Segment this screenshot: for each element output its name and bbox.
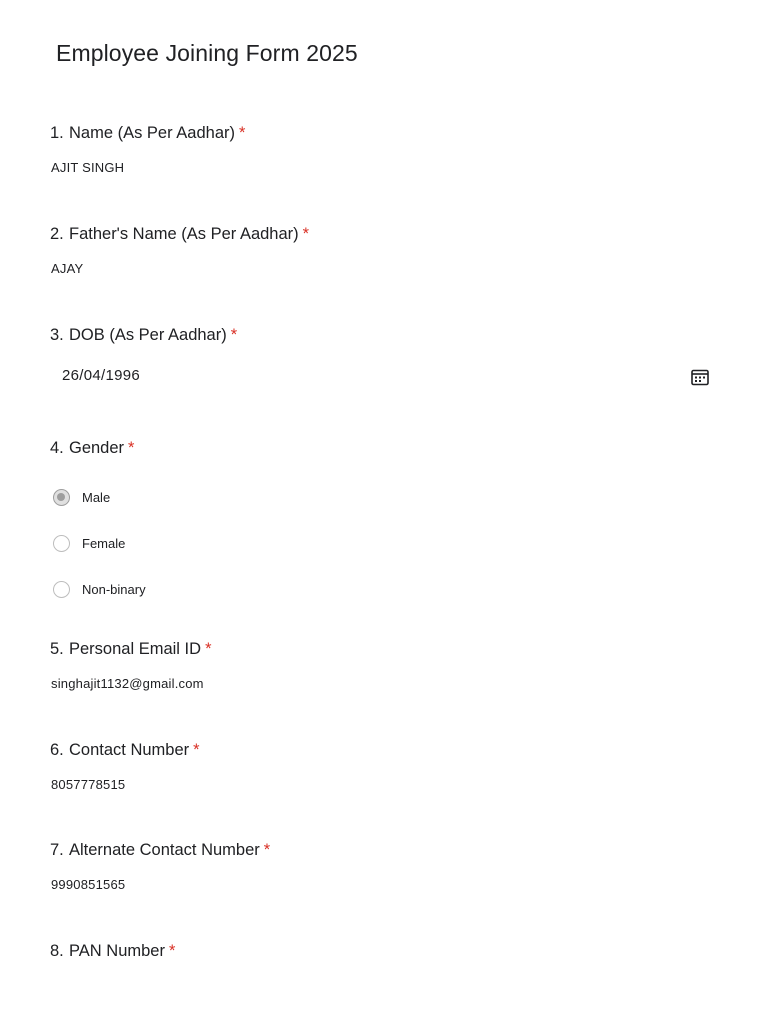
question-label: Name (As Per Aadhar) <box>69 124 235 142</box>
question-header <box>50 942 728 961</box>
question-number: 6. <box>50 741 64 759</box>
question-label: Contact Number <box>69 741 190 759</box>
question-header <box>50 326 728 345</box>
calendar-icon[interactable] <box>690 367 710 387</box>
question-gender <box>50 439 728 612</box>
question-header <box>50 841 728 860</box>
radio-button[interactable] <box>53 581 70 598</box>
question-label: DOB (As Per Aadhar) <box>69 326 227 344</box>
question-father-name <box>50 225 728 276</box>
question-number: 1. <box>50 124 64 142</box>
radio-button-checked[interactable] <box>53 489 70 506</box>
answer-father-name[interactable]: AJAY <box>51 261 84 276</box>
question-number: 2. <box>50 225 64 243</box>
question-number: 8. <box>50 942 64 960</box>
dob-value: 26/04/1996 <box>62 367 141 384</box>
question-label: Father's Name (As Per Aadhar) <box>69 225 299 243</box>
gender-option-male[interactable] <box>53 474 728 520</box>
answer-name[interactable]: AJIT SINGH <box>51 160 125 175</box>
question-header <box>50 225 728 244</box>
required-asterisk: * <box>128 439 135 457</box>
gender-option-non-binary[interactable] <box>53 566 728 612</box>
required-asterisk: * <box>263 841 271 859</box>
form-title: Employee Joining Form 2025 <box>56 40 358 66</box>
dob-date-input[interactable] <box>50 365 728 389</box>
gender-radio-group <box>53 474 728 612</box>
question-email <box>50 640 728 691</box>
question-label: Alternate Contact Number <box>69 841 260 859</box>
radio-label: Non-binary <box>82 581 146 597</box>
required-asterisk: * <box>193 741 200 759</box>
question-header <box>50 439 728 458</box>
question-number: 5. <box>50 640 64 658</box>
question-label: PAN Number <box>69 942 165 960</box>
question-name <box>50 124 728 175</box>
question-alternate-contact <box>50 841 728 892</box>
answer-alternate-contact[interactable]: 9990851565 <box>51 877 126 892</box>
answer-email[interactable]: singhajit1132@gmail.com <box>51 676 204 691</box>
question-label: Personal Email ID <box>69 640 202 658</box>
question-header <box>50 124 728 143</box>
question-header <box>50 640 728 659</box>
required-asterisk: * <box>238 124 246 142</box>
radio-label: Female <box>82 535 126 551</box>
question-dob <box>50 326 728 389</box>
required-asterisk: * <box>230 326 238 344</box>
radio-label: Male <box>82 489 111 505</box>
question-number: 7. <box>50 841 64 859</box>
required-asterisk: * <box>205 640 212 658</box>
answer-contact-number[interactable]: 8057778515 <box>51 777 126 792</box>
question-contact-number <box>50 741 728 792</box>
radio-button[interactable] <box>53 535 70 552</box>
question-number: 3. <box>50 326 64 344</box>
gender-option-female[interactable] <box>53 520 728 566</box>
required-asterisk: * <box>302 225 310 243</box>
question-header <box>50 741 728 760</box>
required-asterisk: * <box>168 942 176 960</box>
question-label: Gender <box>69 439 125 457</box>
question-pan-number <box>50 942 728 961</box>
question-number: 4. <box>50 439 64 457</box>
